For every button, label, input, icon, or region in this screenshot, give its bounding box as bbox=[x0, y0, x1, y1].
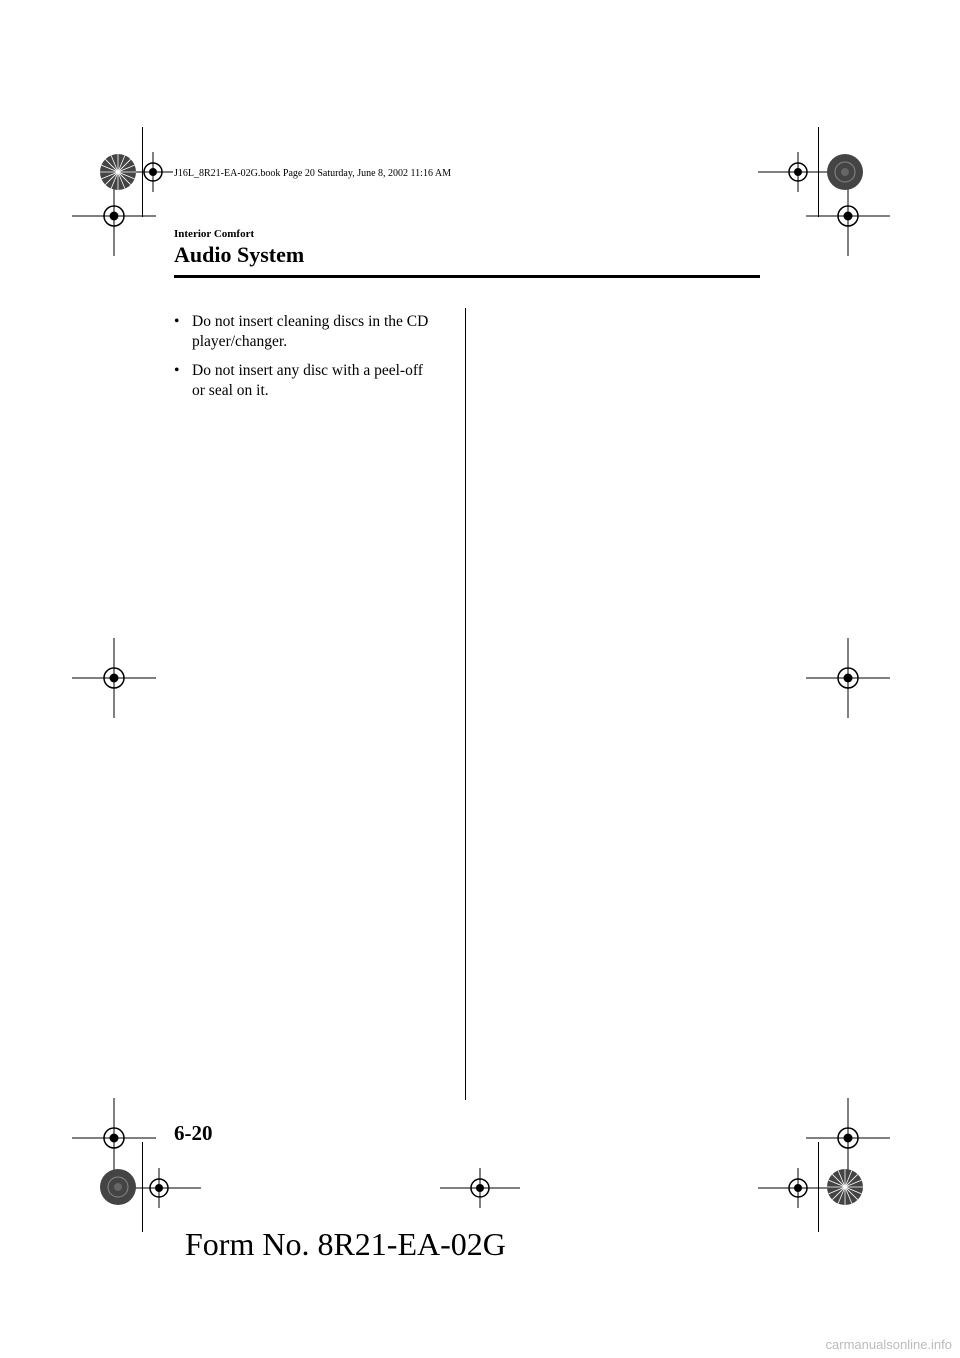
book-info-header: J16L_8R21-EA-02G.book Page 20 Saturday, June 8, 2002 11:16 AM bbox=[174, 168, 452, 179]
section-label: Interior Comfort bbox=[174, 228, 255, 240]
title-rule bbox=[174, 275, 760, 278]
starburst-mark-icon bbox=[826, 1168, 864, 1206]
list-item-text-line: or seal on it. bbox=[192, 382, 269, 399]
starburst-mark-icon bbox=[99, 153, 137, 191]
registration-mark-icon bbox=[806, 1098, 890, 1178]
bullet-list bbox=[174, 312, 464, 410]
list-item bbox=[174, 361, 464, 401]
starburst-mark-icon bbox=[99, 1168, 137, 1206]
form-number: Form No. 8R21-EA-02G bbox=[185, 1226, 506, 1262]
page-title: Audio System bbox=[174, 242, 305, 267]
registration-mark-icon bbox=[806, 638, 890, 718]
list-item-text-line: player/changer. bbox=[192, 333, 288, 350]
column-divider bbox=[465, 308, 466, 1100]
starburst-mark-icon bbox=[826, 153, 864, 191]
registration-mark-icon bbox=[440, 1168, 520, 1208]
registration-mark-icon bbox=[72, 1098, 156, 1178]
list-item-text-line: Do not insert any disc with a peel-off bbox=[192, 362, 423, 379]
watermark: carmanualsonline.info bbox=[825, 1337, 952, 1352]
registration-mark-icon bbox=[72, 638, 156, 718]
bullet-symbol: • bbox=[174, 313, 180, 330]
page-number: 6-20 bbox=[174, 1121, 213, 1145]
bullet-symbol: • bbox=[174, 362, 180, 379]
list-item-text-line: Do not insert cleaning discs in the CD bbox=[192, 313, 429, 330]
list-item bbox=[174, 312, 464, 352]
